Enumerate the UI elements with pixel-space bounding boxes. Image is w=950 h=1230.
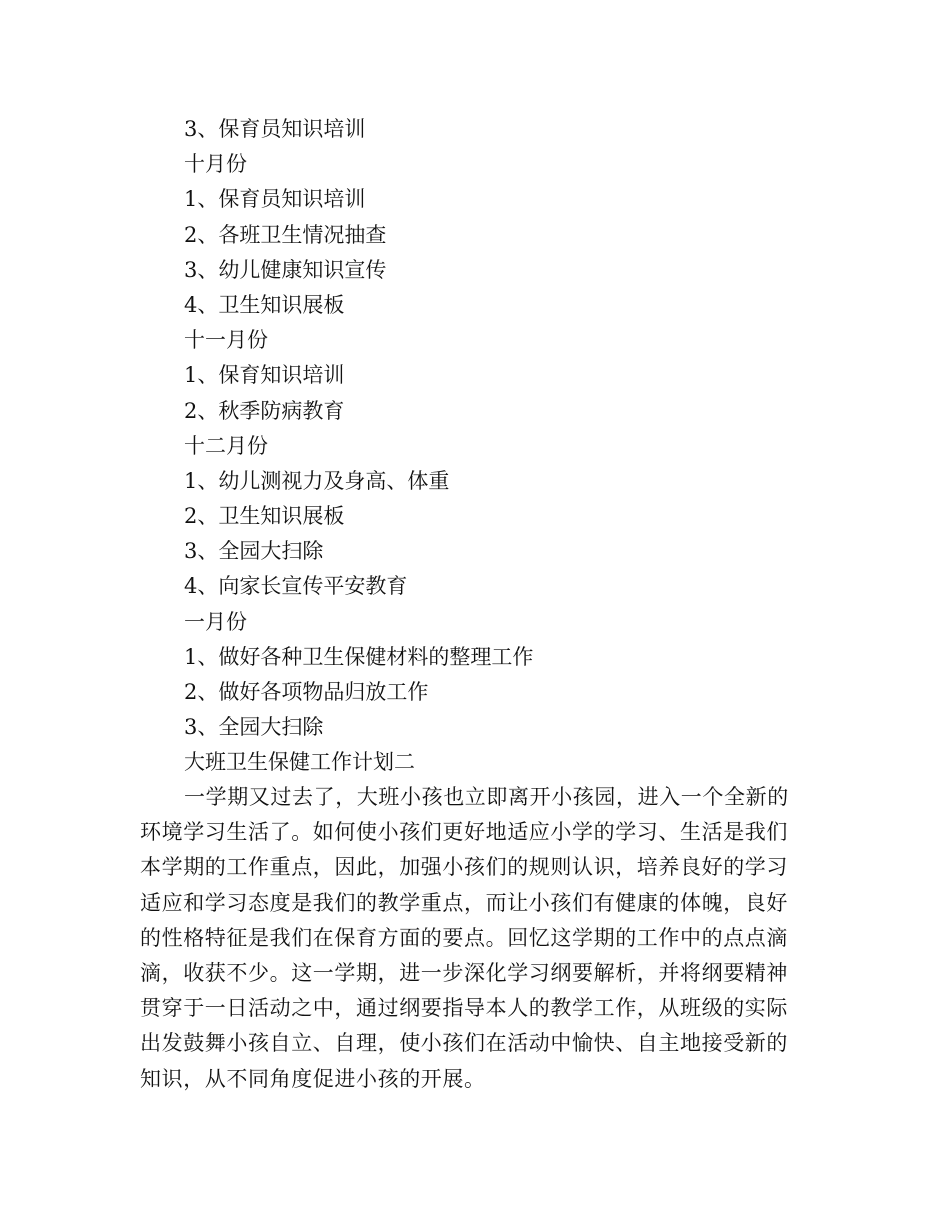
month-heading: 十月份 [184, 152, 247, 177]
plan-line: 4、向家长宣传平安教育 [184, 574, 408, 599]
paragraph-line: 知识，从不同角度促进小孩的开展。 [140, 1066, 486, 1091]
month-heading: 十二月份 [184, 433, 268, 458]
paragraph-line: 适应和学习态度是我们的教学重点，而让小孩们有健康的体魄，良好 [140, 890, 788, 915]
plan-line: 1、保育员知识培训 [184, 187, 366, 212]
plan-line: 2、秋季防病教育 [184, 398, 345, 423]
plan-line: 2、做好各项物品归放工作 [184, 680, 429, 704]
plan-line: 1、做好各种卫生保健材料的整理工作 [184, 644, 534, 669]
plan-line: 1、保育知识培训 [184, 363, 345, 388]
plan-line: 2、卫生知识展板 [184, 504, 345, 529]
paragraph-line: 贯穿于一日活动之中，通过纲要指导本人的教学工作，从班级的实际 [140, 996, 788, 1021]
plan-line: 3、全园大扫除 [184, 539, 324, 564]
paragraph-line: 本学期的工作重点，因此，加强小孩们的规则认识，培养良好的学习 [140, 855, 788, 880]
month-heading: 十一月份 [184, 328, 268, 353]
paragraph-line: 出发鼓舞小孩自立、自理，使小孩们在活动中愉快、自主地接受新的 [140, 1031, 788, 1056]
plan-line: 3、保育员知识培训 [184, 117, 366, 141]
plan-line: 4、卫生知识展板 [184, 292, 345, 317]
paragraph-line: 环境学习生活了。如何使小孩们更好地适应小学的学习、生活是我们 [140, 820, 788, 845]
section-title: 大班卫生保健工作计划二 [184, 750, 415, 775]
paragraph-line: 一学期又过去了，大班小孩也立即离开小孩园，进入一个全新的 [184, 785, 789, 809]
body-paragraph [140, 780, 812, 1097]
plan-list [184, 112, 824, 781]
paragraph-line: 的性格特征是我们在保育方面的要点。回忆这学期的工作中的点点滴 [140, 925, 788, 950]
plan-line: 3、全园大扫除 [184, 715, 324, 740]
month-heading: 一月份 [184, 609, 247, 634]
plan-line: 2、各班卫生情况抽查 [184, 222, 387, 247]
paragraph-line: 滴，收获不少。这一学期，进一步深化学习纲要解析，并将纲要精神 [140, 960, 788, 985]
plan-line: 3、幼儿健康知识宣传 [184, 257, 387, 282]
plan-line: 1、幼儿测视力及身高、体重 [184, 468, 450, 493]
